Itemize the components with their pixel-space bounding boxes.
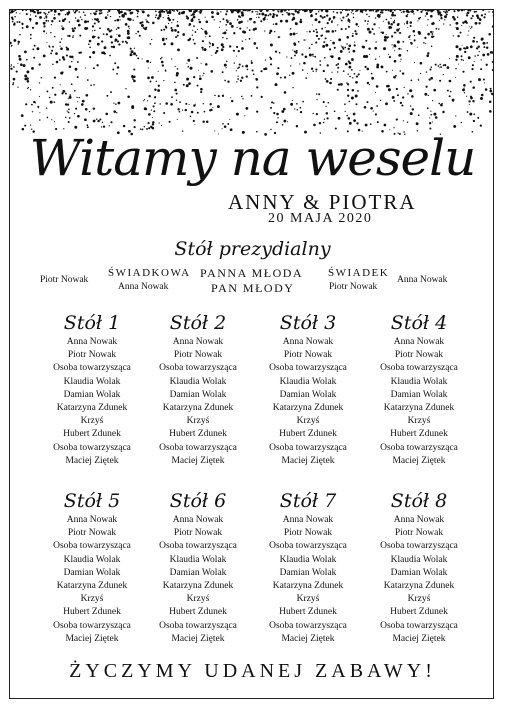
- head-table-left-guest: Piotr Nowak: [40, 275, 89, 285]
- witness-female-name: Anna Nowak: [118, 282, 169, 292]
- guest-name: Piotr Nowak: [67, 350, 117, 361]
- guest-name: Piotr Nowak: [67, 528, 117, 539]
- guest-name: Klaudia Wolak: [390, 376, 448, 387]
- guest-name: Hubert Zdunek: [63, 607, 121, 618]
- guest-name: Katarzyna Zdunek: [56, 403, 128, 414]
- head-table-title: Stół prezydialny: [174, 238, 331, 260]
- guest-name: Osoba towarzysząca: [380, 620, 458, 631]
- table-title: Stół 3: [279, 312, 337, 334]
- guest-name: Piotr Nowak: [283, 528, 333, 539]
- table-block: [37, 488, 147, 646]
- guest-name: Damian Wolak: [390, 567, 448, 578]
- guest-name: Osoba towarzysząca: [159, 363, 237, 374]
- guest-name: Piotr Nowak: [173, 528, 223, 539]
- guest-name: Klaudia Wolak: [390, 554, 448, 565]
- table-block: [37, 310, 147, 468]
- footer-wish: ŻYCZYMY UDANEJ ZABAWY!: [69, 660, 436, 682]
- guest-name: Anna Nowak: [66, 515, 118, 525]
- guest-name: Anna Nowak: [393, 515, 445, 525]
- guest-name: Osoba towarzysząca: [159, 541, 237, 552]
- witness-male-label: ŚWIADEK: [328, 267, 390, 279]
- guest-name: Hubert Zdunek: [279, 429, 337, 440]
- guest-name: Anna Nowak: [66, 337, 118, 347]
- guest-name: Damian Wolak: [279, 389, 337, 400]
- guest-name: Damian Wolak: [63, 389, 121, 400]
- table-block: [364, 488, 474, 646]
- guest-name: Maciej Ziętek: [392, 455, 446, 466]
- guest-name: Maciej Ziętek: [281, 633, 335, 644]
- guest-name: Maciej Ziętek: [65, 455, 119, 466]
- table-title: Stół 7: [279, 490, 337, 512]
- couple-names: ANNY & PIOTRA: [228, 190, 417, 214]
- guest-name: Piotr Nowak: [394, 350, 444, 361]
- welcome-title: Witamy na weselu: [29, 129, 476, 187]
- table-title: Stół 5: [63, 490, 121, 512]
- guest-name: Anna Nowak: [393, 337, 445, 347]
- guest-name: Krzyś: [296, 594, 320, 605]
- guest-name: Klaudia Wolak: [279, 554, 337, 565]
- guest-name: Maciej Ziętek: [171, 633, 225, 644]
- witness-female-label: ŚWIADKOWA: [108, 267, 191, 279]
- guest-name: Osoba towarzysząca: [53, 363, 131, 374]
- table-block: [253, 488, 363, 646]
- table-title: Stół 2: [169, 312, 227, 334]
- guest-name: Hubert Zdunek: [390, 429, 448, 440]
- guest-name: Damian Wolak: [169, 389, 227, 400]
- guest-name: Anna Nowak: [172, 515, 224, 525]
- guest-name: Osoba towarzysząca: [380, 363, 458, 374]
- guest-name: Anna Nowak: [282, 337, 334, 347]
- guest-name: Katarzyna Zdunek: [272, 581, 344, 592]
- guest-name: Krzyś: [80, 416, 104, 427]
- guest-name: Krzyś: [407, 416, 431, 427]
- guest-name: Hubert Zdunek: [63, 429, 121, 440]
- guest-name: Osoba towarzysząca: [269, 620, 347, 631]
- guest-name: Krzyś: [407, 594, 431, 605]
- guest-name: Piotr Nowak: [283, 350, 333, 361]
- guest-name: Hubert Zdunek: [169, 429, 227, 440]
- table-title: Stół 8: [390, 490, 448, 512]
- guest-name: Osoba towarzysząca: [269, 442, 347, 453]
- groom-label: PAN MŁODY: [211, 281, 295, 295]
- guest-name: Osoba towarzysząca: [269, 363, 347, 374]
- guest-name: Osoba towarzysząca: [159, 620, 237, 631]
- guest-name: Katarzyna Zdunek: [56, 581, 128, 592]
- head-table-right-guest: Anna Nowak: [397, 275, 448, 285]
- guest-name: Katarzyna Zdunek: [162, 403, 234, 414]
- guest-name: Klaudia Wolak: [63, 554, 121, 565]
- guest-name: Osoba towarzysząca: [159, 442, 237, 453]
- guest-name: Klaudia Wolak: [169, 554, 227, 565]
- witness-male-name: Piotr Nowak: [329, 282, 378, 292]
- bride-label: PANNA MŁODA: [200, 266, 304, 280]
- guest-name: Katarzyna Zdunek: [383, 403, 455, 414]
- guest-name: Krzyś: [296, 416, 320, 427]
- guest-name: Maciej Ziętek: [171, 455, 225, 466]
- guest-name: Maciej Ziętek: [392, 633, 446, 644]
- guest-name: Piotr Nowak: [173, 350, 223, 361]
- guest-name: Maciej Ziętek: [281, 455, 335, 466]
- guest-name: Osoba towarzysząca: [53, 541, 131, 552]
- seating-chart-card: [9, 9, 494, 699]
- guest-name: Damian Wolak: [63, 567, 121, 578]
- wedding-date: 20 MAJA 2020: [268, 211, 373, 226]
- table-title: Stół 6: [169, 490, 227, 512]
- table-block: [253, 310, 363, 468]
- guest-name: Hubert Zdunek: [169, 607, 227, 618]
- guest-name: Klaudia Wolak: [63, 376, 121, 387]
- guest-name: Krzyś: [80, 594, 104, 605]
- guest-name: Katarzyna Zdunek: [383, 581, 455, 592]
- guest-name: Damian Wolak: [279, 567, 337, 578]
- table-title: Stół 1: [63, 312, 121, 334]
- guest-name: Klaudia Wolak: [279, 376, 337, 387]
- guest-name: Krzyś: [186, 594, 210, 605]
- guest-name: Maciej Ziętek: [65, 633, 119, 644]
- guest-name: Osoba towarzysząca: [380, 541, 458, 552]
- guest-name: Osoba towarzysząca: [53, 620, 131, 631]
- guest-name: Hubert Zdunek: [390, 607, 448, 618]
- guest-name: Katarzyna Zdunek: [162, 581, 234, 592]
- guest-name: Piotr Nowak: [394, 528, 444, 539]
- table-block: [143, 488, 253, 646]
- guest-name: Klaudia Wolak: [169, 376, 227, 387]
- guest-name: Osoba towarzysząca: [380, 442, 458, 453]
- guest-name: Anna Nowak: [282, 515, 334, 525]
- guest-name: Katarzyna Zdunek: [272, 403, 344, 414]
- table-block: [143, 310, 253, 468]
- table-block: [364, 310, 474, 468]
- table-title: Stół 4: [390, 312, 448, 334]
- guest-name: Krzyś: [186, 416, 210, 427]
- guest-name: Hubert Zdunek: [279, 607, 337, 618]
- guest-name: Damian Wolak: [169, 567, 227, 578]
- guest-name: Osoba towarzysząca: [53, 442, 131, 453]
- guest-name: Damian Wolak: [390, 389, 448, 400]
- guest-name: Anna Nowak: [172, 337, 224, 347]
- guest-name: Osoba towarzysząca: [269, 541, 347, 552]
